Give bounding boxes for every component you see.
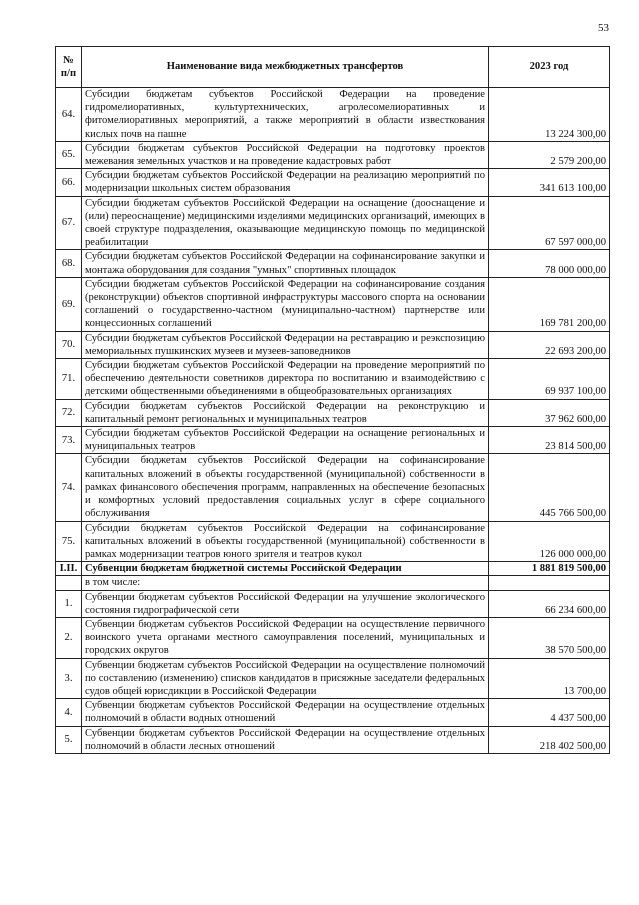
section-row [56,562,610,576]
table-row [56,658,610,699]
table-row [56,359,610,400]
table-row [56,726,610,753]
row-name: Субсидии бюджетам субъектов Российской Федерации на оснащение (дооснащение и (или) переоснащение) медицинскими изделиями медицинских организаций, имеющих в своей структуре подразделения, оказывающие медицинскую помощь по медицинской реабилитации [82,196,489,250]
row-amount: 66 234 600,00 [489,590,610,617]
row-amount: 23 814 500,00 [489,427,610,454]
table-row [56,141,610,168]
subheader-num-cell [56,576,82,590]
row-name: Субсидии бюджетам субъектов Российской Федерации на подготовку проектов межевания земельных участков и на проведение кадастровых работ [82,141,489,168]
row-number: 75. [56,521,82,562]
table-row [56,331,610,358]
row-number: 71. [56,359,82,400]
subheader-row [56,576,610,590]
table-row [56,521,610,562]
table-row [56,427,610,454]
row-name: Субсидии бюджетам субъектов Российской Федерации на оснащение региональных и муниципальных театров [82,427,489,454]
section-num: I.II. [56,562,82,576]
row-number: 67. [56,196,82,250]
row-amount: 78 000 000,00 [489,250,610,277]
row-name: Субсидии бюджетам субъектов Российской Федерации на проведение мероприятий по обеспечению деятельности советников директора по воспитанию и взаимодействию с детскими общественными объединениями в общеобразовательных организациях [82,359,489,400]
row-number: 3. [56,658,82,699]
row-name: Субсидии бюджетам субъектов Российской Федерации на реконструкцию и капитальный ремонт региональных и муниципальных театров [82,399,489,426]
row-number: 64. [56,88,82,142]
row-name: Субсидии бюджетам субъектов Российской Федерации на реализацию мероприятий по модернизации школьных систем образования [82,169,489,196]
table-header-row [56,47,610,88]
row-name: Субсидии бюджетам субъектов Российской Федерации на проведение гидромелиоративных, культуртехнических, агролесомелиоративных и фитомелиоративных мероприятий, а также мероприятий в области известкования кислых почв на пашне [82,88,489,142]
table-row [56,454,610,521]
row-amount: 67 597 000,00 [489,196,610,250]
row-number: 69. [56,277,82,331]
row-amount: 445 766 500,00 [489,454,610,521]
row-amount: 22 693 200,00 [489,331,610,358]
row-number: 66. [56,169,82,196]
row-number: 5. [56,726,82,753]
header-name: Наименование вида межбюджетных трансфертов [82,47,489,88]
budget-table [55,46,610,754]
section-name: Субвенции бюджетам бюджетной системы Российской Федерации [82,562,489,576]
row-name: Субвенции бюджетам субъектов Российской Федерации на осуществление отдельных полномочий в области водных отношений [82,699,489,726]
row-number: 73. [56,427,82,454]
table-row [56,617,610,658]
table-row [56,169,610,196]
subheader-text: в том числе: [82,576,489,590]
table-row [56,196,610,250]
row-number: 70. [56,331,82,358]
table-row [56,250,610,277]
row-amount: 37 962 600,00 [489,399,610,426]
table-row [56,590,610,617]
row-amount: 218 402 500,00 [489,726,610,753]
row-number: 65. [56,141,82,168]
row-amount: 69 937 100,00 [489,359,610,400]
row-name: Субсидии бюджетам субъектов Российской Федерации на софинансирование закупки и монтажа оборудования для создания "умных" спортивных площадок [82,250,489,277]
row-number: 68. [56,250,82,277]
section-amount: 1 881 819 500,00 [489,562,610,576]
row-amount: 13 224 300,00 [489,88,610,142]
row-name: Субсидии бюджетам субъектов Российской Федерации на софинансирование капитальных вложений в объекты государственной (муниципальной) собственности в рамках финансового обеспечения программ, направленных на обеспечение безопасных и комфортных условий предоставления социальных услуг в сфере социального обслуживания [82,454,489,521]
header-year: 2023 год [489,47,610,88]
row-amount: 13 700,00 [489,658,610,699]
row-amount: 4 437 500,00 [489,699,610,726]
header-num: № п/п [56,47,82,88]
table-row [56,88,610,142]
row-amount: 38 570 500,00 [489,617,610,658]
row-name: Субсидии бюджетам субъектов Российской Федерации на софинансирование создания (реконструкции) объектов спортивной инфраструктуры массового спорта на основании соглашений о государственно-частном (муниципально-частном) партнерстве или концессионных соглашений [82,277,489,331]
row-number: 72. [56,399,82,426]
table-row [56,699,610,726]
row-name: Субсидии бюджетам субъектов Российской Федерации на софинансирование капитальных вложений в объекты государственной (муниципальной) собственности в рамках модернизации театров юного зрителя и театров кукол [82,521,489,562]
row-name: Субсидии бюджетам субъектов Российской Федерации на реставрацию и реэкспозицию мемориальных пушкинских музеев и музеев-заповедников [82,331,489,358]
row-number: 4. [56,699,82,726]
row-number: 1. [56,590,82,617]
row-amount: 126 000 000,00 [489,521,610,562]
row-name: Субвенции бюджетам субъектов Российской Федерации на улучшение экологического состояния гидрографической сети [82,590,489,617]
row-name: Субвенции бюджетам субъектов Российской Федерации на осуществление первичного воинского учета органами местного самоуправления поселений, муниципальных и городских округов [82,617,489,658]
page-number: 53 [598,22,609,34]
table-row [56,277,610,331]
row-amount: 2 579 200,00 [489,141,610,168]
subheader-sum-cell [489,576,610,590]
row-number: 74. [56,454,82,521]
row-name: Субвенции бюджетам субъектов Российской Федерации на осуществление полномочий по составлению (изменению) списков кандидатов в присяжные заседатели федеральных судов общей юрисдикции в Российской Федерации [82,658,489,699]
row-name: Субвенции бюджетам субъектов Российской Федерации на осуществление отдельных полномочий в области лесных отношений [82,726,489,753]
table-row [56,399,610,426]
row-number: 2. [56,617,82,658]
row-amount: 169 781 200,00 [489,277,610,331]
row-amount: 341 613 100,00 [489,169,610,196]
